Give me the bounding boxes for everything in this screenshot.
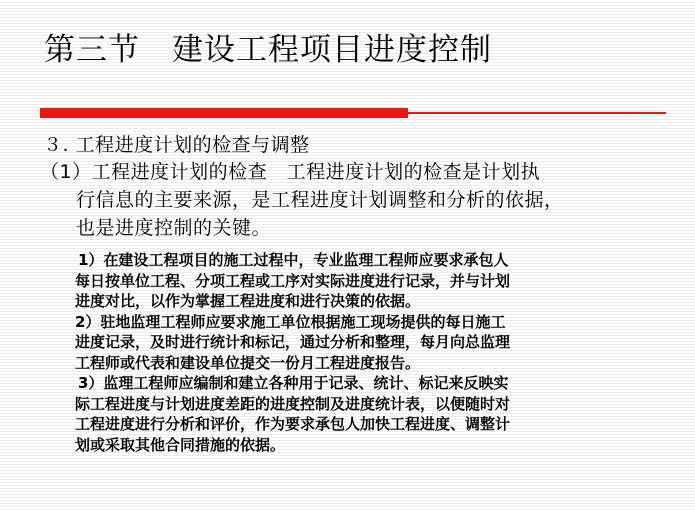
point-1-line: （1）工程进度计划的检查 工程进度计划的检查是计划执 xyxy=(40,161,541,183)
sub-item-line: 划或采取其他合同措施的依据。 xyxy=(75,435,286,454)
sub-item-line: 工程师或代表和建设单位提交一份月工程进度报告。 xyxy=(75,353,421,372)
sub-item-line: 1）在建设工程项目的施工过程中，专业监理工程师应要求承包人 xyxy=(78,251,509,269)
sub-item-line: 工程进度进行分析和评价，作为要求承包人加快工程进度、调整计 xyxy=(75,415,511,433)
slide-title: 第三节 建设工程项目进度控制 xyxy=(44,32,492,68)
sub-item-list xyxy=(75,250,665,455)
point-1-line: 也是进度控制的关键。 xyxy=(76,217,272,239)
point-1-paragraph xyxy=(40,158,670,242)
sub-item-line: 进度对比，以作为掌握工程进度和进行决策的依据。 xyxy=(75,292,421,310)
sub-item-line: 际工程进度与计划进度差距的进度控制及进度统计表，以便随时对 xyxy=(75,394,511,413)
title-underline-thin xyxy=(408,112,666,114)
sub-item-line: 2）驻地监理工程师应要求施工单位根据施工现场提供的每日施工 xyxy=(75,312,506,331)
sub-item-2 xyxy=(75,312,665,374)
sub-item-line: 每日按单位工程、分项工程或工序对实际进度进行记录，并与计划 xyxy=(75,271,511,290)
point-1-line: 行信息的主要来源，是工程进度计划调整和分析的依据， xyxy=(76,189,564,211)
sub-item-3 xyxy=(75,373,665,455)
title-underline-thick xyxy=(40,108,408,118)
section-heading: ３. 工程进度计划的检查与调整 xyxy=(43,134,310,156)
sub-item-line: 3）监理工程师应编制和建立各种用于记录、统计、标记来反映实 xyxy=(78,374,509,392)
sub-item-1 xyxy=(75,250,665,312)
sub-item-line: 进度记录，及时进行统计和标记，通过分析和整理，每月向总监理 xyxy=(75,333,511,351)
title-underline xyxy=(40,108,666,118)
